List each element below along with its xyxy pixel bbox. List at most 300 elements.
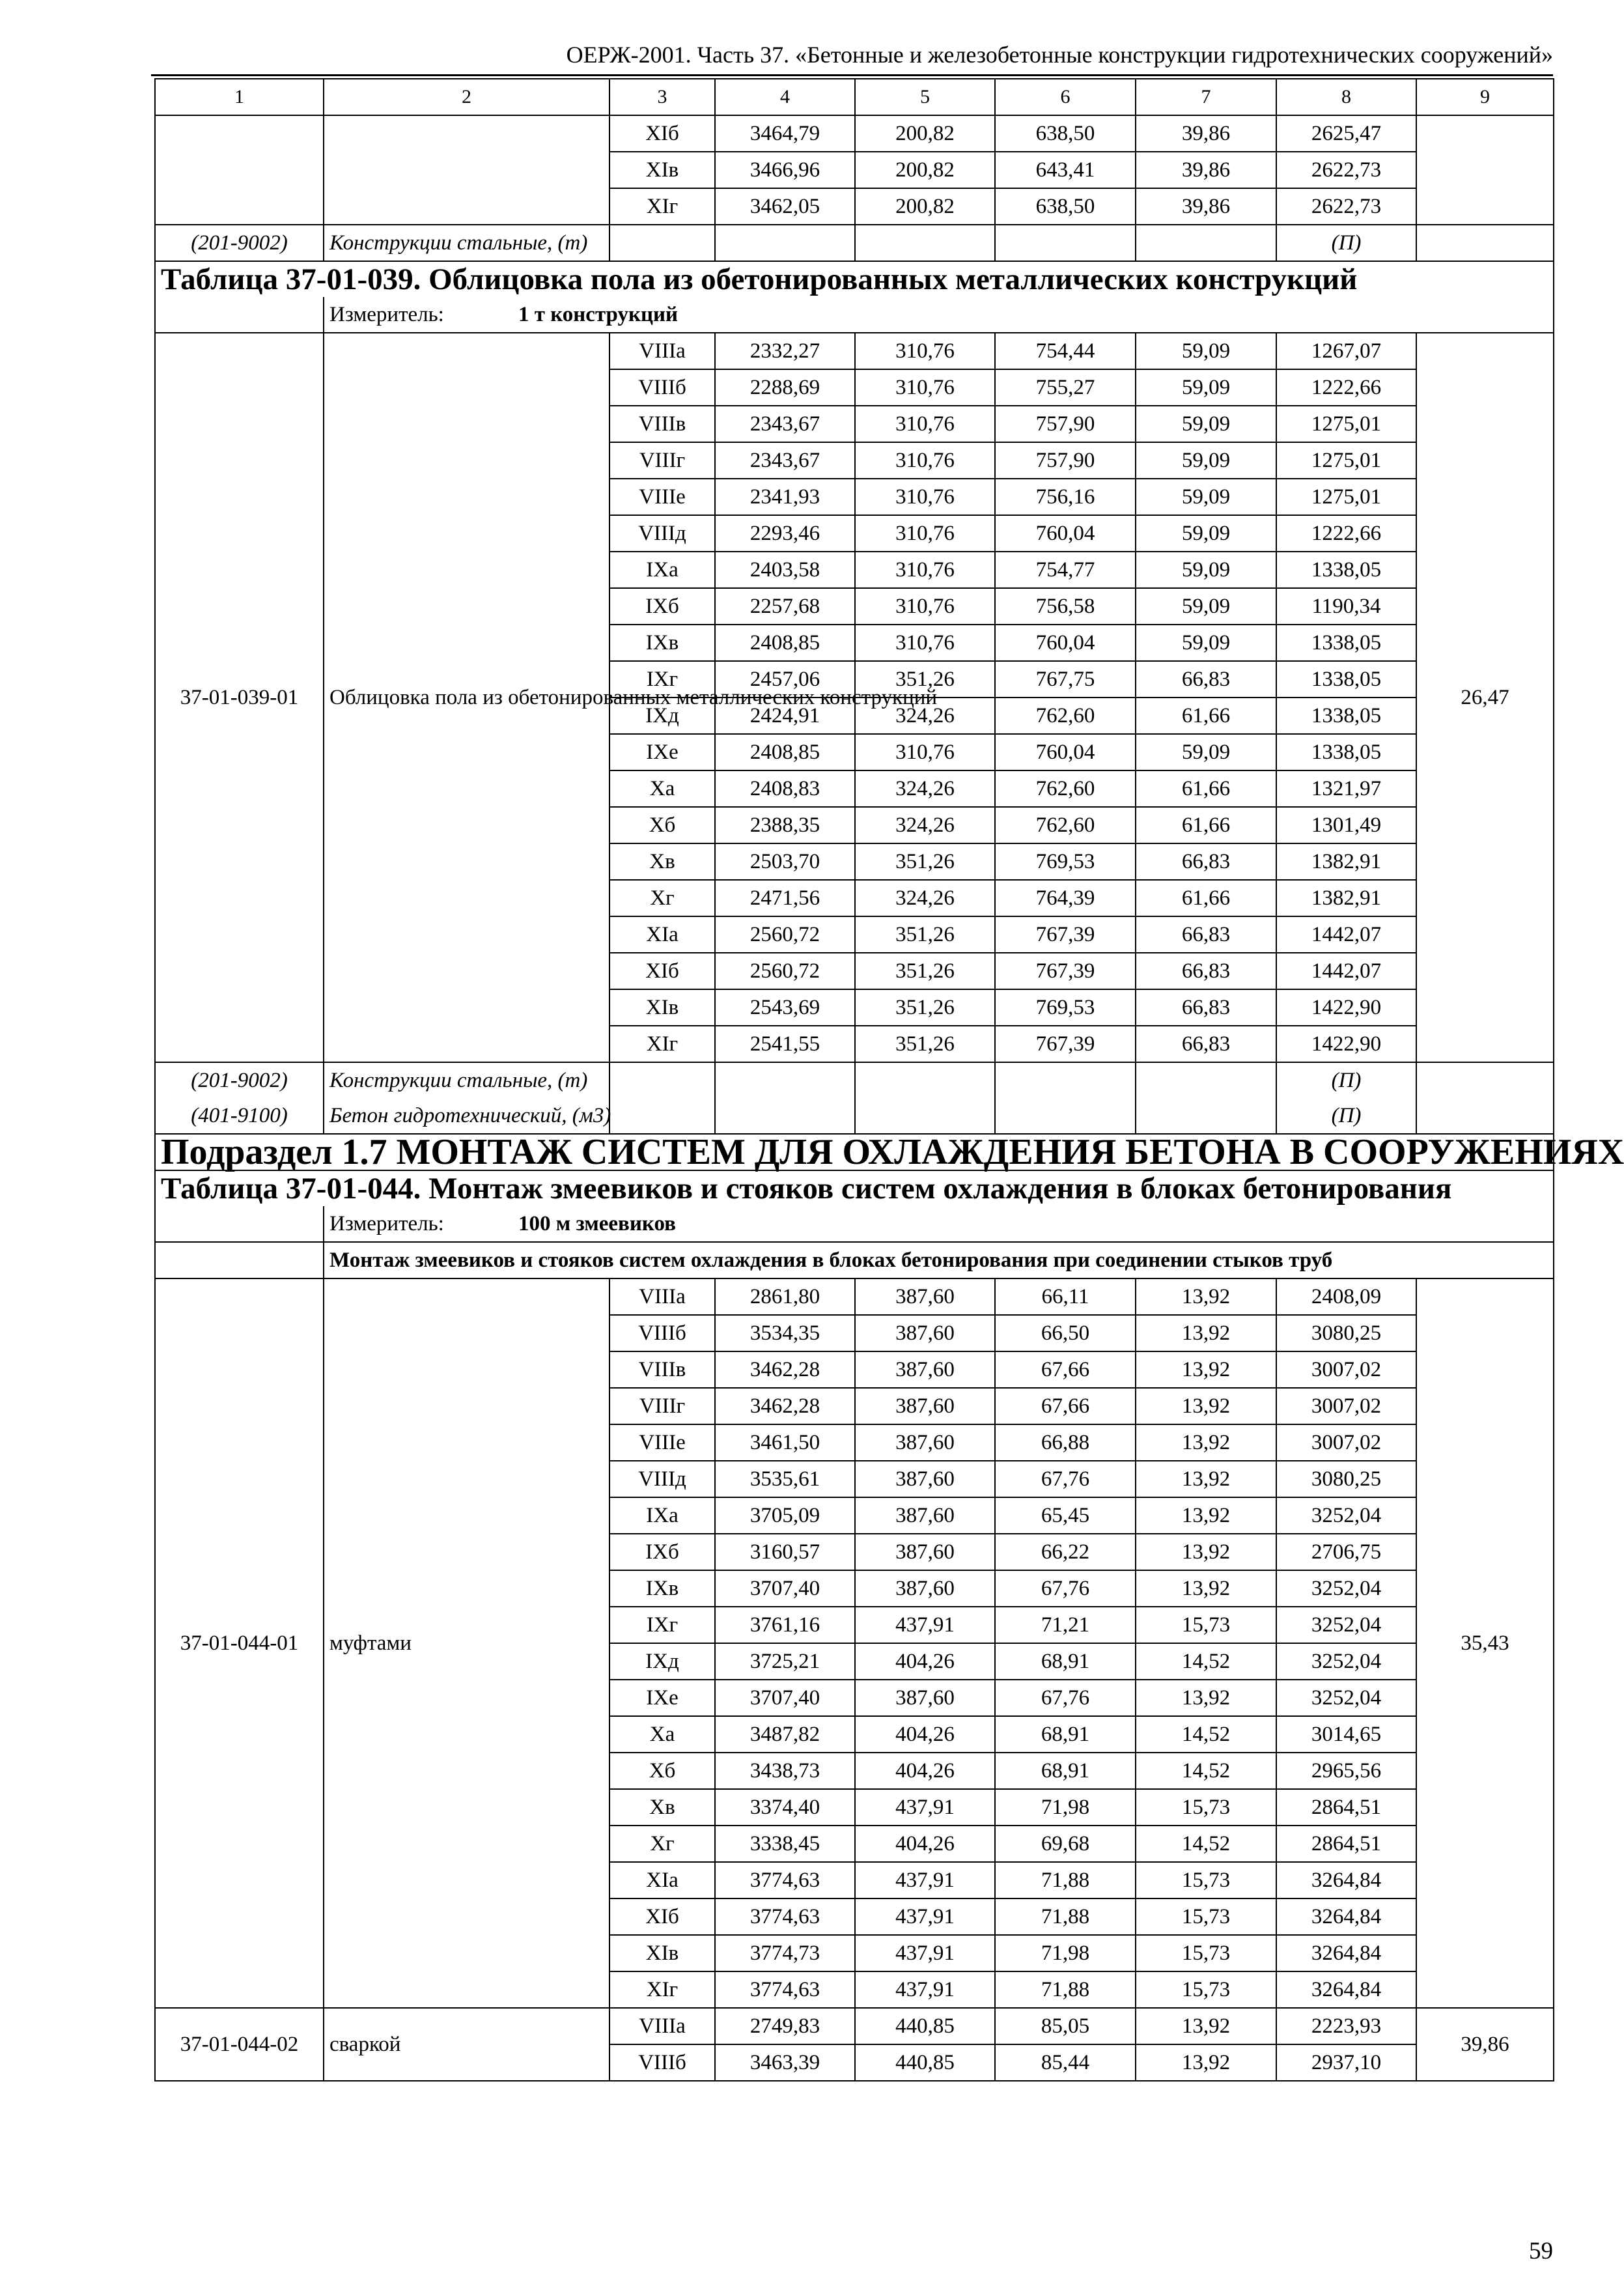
labor-cost-cell: 26,47 [1416, 333, 1554, 1062]
zone-cell: XIв [609, 1935, 715, 1971]
zone-cell: XIв [609, 989, 715, 1026]
value-cell: 638,50 [995, 188, 1136, 225]
value-cell: 2965,56 [1276, 1753, 1416, 1789]
zone-cell: XIв [609, 152, 715, 188]
rates-table [154, 78, 1624, 2081]
value-cell: 66,50 [995, 1315, 1136, 1351]
norm-code-cell [155, 115, 324, 225]
zone-cell: VIIIв [609, 406, 715, 442]
value-cell: 1275,01 [1276, 479, 1416, 515]
value-cell: 59,09 [1136, 515, 1276, 552]
empty-cell [715, 1062, 855, 1098]
table-row [155, 1278, 1554, 1315]
empty-cell [1416, 1062, 1554, 1098]
value-cell: 69,68 [995, 1826, 1136, 1862]
work-name-cell: Облицовка пола из обетонированных металлических конструкций [324, 333, 609, 1062]
value-cell: 764,39 [995, 880, 1136, 916]
value-cell: 2749,83 [715, 2008, 855, 2044]
value-cell: 13,92 [1136, 1351, 1276, 1388]
zone-cell: IXе [609, 1680, 715, 1716]
subheading-row [155, 1242, 1554, 1278]
zone-cell: IXв [609, 625, 715, 661]
page-number: 59 [1529, 2238, 1553, 2265]
value-cell: 3534,35 [715, 1315, 855, 1351]
column-number: 9 [1416, 79, 1554, 115]
value-cell: 59,09 [1136, 625, 1276, 661]
value-cell: 404,26 [855, 1643, 995, 1680]
value-cell: 387,60 [855, 1570, 995, 1607]
value-cell: 2471,56 [715, 880, 855, 916]
unit-row [155, 297, 1554, 333]
value-cell: 1422,90 [1276, 1026, 1416, 1062]
column-number: 8 [1276, 79, 1416, 115]
table-title-row [155, 1170, 1554, 1206]
value-cell: 1338,05 [1276, 552, 1416, 588]
zone-cell: Xа [609, 1716, 715, 1753]
value-cell: 351,26 [855, 953, 995, 989]
value-cell: 15,73 [1136, 1607, 1276, 1643]
zone-cell: XIа [609, 916, 715, 953]
value-cell: 61,66 [1136, 698, 1276, 734]
value-cell: 3252,04 [1276, 1497, 1416, 1534]
value-cell: 15,73 [1136, 1862, 1276, 1898]
value-cell: 310,76 [855, 588, 995, 625]
labor-cost-cell: 35,43 [1416, 1278, 1554, 2008]
unit-value: 100 м змеевиков [518, 1212, 676, 1235]
value-cell: 15,73 [1136, 1935, 1276, 1971]
value-cell: 767,39 [995, 1026, 1136, 1062]
value-cell: 71,98 [995, 1935, 1136, 1971]
value-cell: 2257,68 [715, 588, 855, 625]
value-cell: 387,60 [855, 1351, 995, 1388]
zone-cell: Xг [609, 1826, 715, 1862]
value-cell: 13,92 [1136, 1534, 1276, 1570]
value-cell: 2293,46 [715, 515, 855, 552]
value-cell: 767,39 [995, 953, 1136, 989]
value-cell: 65,45 [995, 1497, 1136, 1534]
value-cell: 387,60 [855, 1315, 995, 1351]
table-row [155, 115, 1554, 152]
value-cell: 310,76 [855, 479, 995, 515]
value-cell: 71,21 [995, 1607, 1136, 1643]
resource-row [155, 1098, 1554, 1134]
value-cell: 310,76 [855, 734, 995, 770]
zone-cell: IXа [609, 552, 715, 588]
value-cell: 39,86 [1136, 188, 1276, 225]
value-cell: 351,26 [855, 661, 995, 698]
zone-cell: VIIIд [609, 515, 715, 552]
value-cell: 15,73 [1136, 1898, 1276, 1935]
empty-cell [1416, 225, 1554, 261]
zone-cell: VIIIг [609, 1388, 715, 1424]
value-cell: 1222,66 [1276, 369, 1416, 406]
value-cell: 2560,72 [715, 916, 855, 953]
value-cell: 13,92 [1136, 1570, 1276, 1607]
table-title: Таблица 37-01-039. Облицовка пола из обетонированных металлических конструкций [155, 261, 1554, 297]
value-cell: 3466,96 [715, 152, 855, 188]
table-row [155, 333, 1554, 369]
value-cell: 3462,28 [715, 1388, 855, 1424]
column-number-row [155, 79, 1554, 115]
empty-cell [609, 225, 715, 261]
value-cell: 437,91 [855, 1789, 995, 1826]
value-cell: 2706,75 [1276, 1534, 1416, 1570]
zone-cell: VIIIа [609, 333, 715, 369]
value-cell: 3535,61 [715, 1461, 855, 1497]
value-cell: 756,58 [995, 588, 1136, 625]
value-cell: 1190,34 [1276, 588, 1416, 625]
value-cell: 754,44 [995, 333, 1136, 369]
zone-cell: VIIIа [609, 1278, 715, 1315]
value-cell: 324,26 [855, 807, 995, 843]
value-cell: 59,09 [1136, 406, 1276, 442]
value-cell: 310,76 [855, 625, 995, 661]
value-cell: 404,26 [855, 1753, 995, 1789]
resource-name: Бетон гидротехнический, (м3) [324, 1098, 609, 1134]
value-cell: 13,92 [1136, 1680, 1276, 1716]
value-cell: 324,26 [855, 770, 995, 807]
zone-cell: VIIIг [609, 442, 715, 479]
value-cell: 61,66 [1136, 807, 1276, 843]
value-cell: 1301,49 [1276, 807, 1416, 843]
empty-cell [609, 1098, 715, 1134]
value-cell: 2541,55 [715, 1026, 855, 1062]
value-cell: 3774,63 [715, 1862, 855, 1898]
zone-cell: XIб [609, 1898, 715, 1935]
zone-cell: IXе [609, 734, 715, 770]
empty-cell [155, 297, 324, 333]
value-cell: 3264,84 [1276, 1971, 1416, 2008]
value-cell: 39,86 [1136, 152, 1276, 188]
value-cell: 1338,05 [1276, 698, 1416, 734]
zone-cell: Xв [609, 843, 715, 880]
zone-cell: VIIIб [609, 1315, 715, 1351]
value-cell: 387,60 [855, 1497, 995, 1534]
value-cell: 2625,47 [1276, 115, 1416, 152]
empty-cell [155, 1242, 324, 1278]
zone-cell: VIIIа [609, 2008, 715, 2044]
value-cell: 440,85 [855, 2044, 995, 2081]
value-cell: 59,09 [1136, 734, 1276, 770]
value-cell: 14,52 [1136, 1753, 1276, 1789]
value-cell: 3374,40 [715, 1789, 855, 1826]
resource-name: Конструкции стальные, (т) [324, 225, 609, 261]
value-cell: 39,86 [1136, 115, 1276, 152]
value-cell: 769,53 [995, 843, 1136, 880]
value-cell: 351,26 [855, 989, 995, 1026]
value-cell: 15,73 [1136, 1789, 1276, 1826]
zone-cell: IXа [609, 1497, 715, 1534]
zone-cell: Xв [609, 1789, 715, 1826]
running-header: ОЕРЖ-2001. Часть 37. «Бетонные и железобетонные конструкции гидротехнических сооружений» [566, 42, 1553, 68]
value-cell: 2332,27 [715, 333, 855, 369]
value-cell: 387,60 [855, 1278, 995, 1315]
value-cell: 769,53 [995, 989, 1136, 1026]
labor-cost-cell: 39,86 [1416, 2008, 1554, 2081]
rates-table-body [155, 79, 1624, 2081]
resource-code: (201-9002) [155, 225, 324, 261]
value-cell: 3707,40 [715, 1570, 855, 1607]
value-cell: 1442,07 [1276, 953, 1416, 989]
value-cell: 13,92 [1136, 1278, 1276, 1315]
empty-cell [715, 1098, 855, 1134]
value-cell: 3463,39 [715, 2044, 855, 2081]
value-cell: 2560,72 [715, 953, 855, 989]
value-cell: 2861,80 [715, 1278, 855, 1315]
value-cell: 3080,25 [1276, 1315, 1416, 1351]
zone-cell: VIIIд [609, 1461, 715, 1497]
table-title: Таблица 37-01-044. Монтаж змеевиков и стояков систем охлаждения в блоках бетонирования [155, 1170, 1554, 1206]
value-cell: 59,09 [1136, 479, 1276, 515]
value-cell: 351,26 [855, 916, 995, 953]
value-cell: 387,60 [855, 1461, 995, 1497]
value-cell: 2408,09 [1276, 1278, 1416, 1315]
resource-class: (П) [1276, 1098, 1416, 1134]
value-cell: 760,04 [995, 734, 1136, 770]
value-cell: 404,26 [855, 1716, 995, 1753]
zone-cell: VIIIб [609, 369, 715, 406]
zone-cell: VIIIе [609, 479, 715, 515]
value-cell: 2343,67 [715, 442, 855, 479]
value-cell: 762,60 [995, 698, 1136, 734]
value-cell: 643,41 [995, 152, 1136, 188]
unit-row [155, 1206, 1554, 1242]
value-cell: 3264,84 [1276, 1862, 1416, 1898]
value-cell: 1338,05 [1276, 625, 1416, 661]
value-cell: 3252,04 [1276, 1607, 1416, 1643]
empty-cell [855, 1098, 995, 1134]
value-cell: 437,91 [855, 1935, 995, 1971]
empty-cell [995, 225, 1136, 261]
value-cell: 437,91 [855, 1862, 995, 1898]
value-cell: 2408,83 [715, 770, 855, 807]
value-cell: 1275,01 [1276, 442, 1416, 479]
value-cell: 66,22 [995, 1534, 1136, 1570]
value-cell: 68,91 [995, 1716, 1136, 1753]
value-cell: 1267,07 [1276, 333, 1416, 369]
value-cell: 200,82 [855, 152, 995, 188]
value-cell: 638,50 [995, 115, 1136, 152]
value-cell: 767,75 [995, 661, 1136, 698]
resource-code: (201-9002) [155, 1062, 324, 1098]
value-cell: 1442,07 [1276, 916, 1416, 953]
value-cell: 387,60 [855, 1534, 995, 1570]
value-cell: 3774,63 [715, 1898, 855, 1935]
value-cell: 3487,82 [715, 1716, 855, 1753]
value-cell: 3462,05 [715, 188, 855, 225]
value-cell: 1382,91 [1276, 843, 1416, 880]
value-cell: 437,91 [855, 1898, 995, 1935]
value-cell: 757,90 [995, 442, 1136, 479]
value-cell: 200,82 [855, 188, 995, 225]
zone-cell: XIб [609, 953, 715, 989]
value-cell: 1338,05 [1276, 734, 1416, 770]
work-name-cell: муфтами [324, 1278, 609, 2008]
value-cell: 13,92 [1136, 1424, 1276, 1461]
value-cell: 3438,73 [715, 1753, 855, 1789]
value-cell: 3462,28 [715, 1351, 855, 1388]
value-cell: 310,76 [855, 552, 995, 588]
zone-cell: XIг [609, 1026, 715, 1062]
empty-cell [715, 225, 855, 261]
value-cell: 3774,73 [715, 1935, 855, 1971]
value-cell: 440,85 [855, 2008, 995, 2044]
empty-cell [995, 1098, 1136, 1134]
zone-cell: Xа [609, 770, 715, 807]
value-cell: 85,05 [995, 2008, 1136, 2044]
value-cell: 2288,69 [715, 369, 855, 406]
unit-value: 1 т конструкций [518, 303, 679, 326]
value-cell: 59,09 [1136, 333, 1276, 369]
subsection-row [155, 1134, 1554, 1170]
unit-cell [324, 1206, 1554, 1242]
table-subheading: Монтаж змеевиков и стояков систем охлаждения в блоках бетонирования при соединении стыков труб [324, 1242, 1554, 1278]
resource-row [155, 225, 1554, 261]
norm-code-cell: 37-01-039-01 [155, 333, 324, 1062]
value-cell: 71,98 [995, 1789, 1136, 1826]
value-cell: 2343,67 [715, 406, 855, 442]
value-cell: 2864,51 [1276, 1789, 1416, 1826]
value-cell: 3774,63 [715, 1971, 855, 2008]
value-cell: 762,60 [995, 807, 1136, 843]
zone-cell: XIа [609, 1862, 715, 1898]
value-cell: 3761,16 [715, 1607, 855, 1643]
value-cell: 2223,93 [1276, 2008, 1416, 2044]
value-cell: 2622,73 [1276, 188, 1416, 225]
value-cell: 13,92 [1136, 2044, 1276, 2081]
value-cell: 351,26 [855, 1026, 995, 1062]
value-cell: 67,66 [995, 1351, 1136, 1388]
header-rule [151, 74, 1553, 76]
zone-cell: Xг [609, 880, 715, 916]
value-cell: 756,16 [995, 479, 1136, 515]
value-cell: 2424,91 [715, 698, 855, 734]
value-cell: 66,83 [1136, 989, 1276, 1026]
value-cell: 85,44 [995, 2044, 1136, 2081]
value-cell: 404,26 [855, 1826, 995, 1862]
value-cell: 68,91 [995, 1643, 1136, 1680]
column-number: 1 [155, 79, 324, 115]
value-cell: 3338,45 [715, 1826, 855, 1862]
value-cell: 2341,93 [715, 479, 855, 515]
zone-cell: XIг [609, 1971, 715, 2008]
value-cell: 1422,90 [1276, 989, 1416, 1026]
value-cell: 66,88 [995, 1424, 1136, 1461]
value-cell: 310,76 [855, 369, 995, 406]
value-cell: 2622,73 [1276, 152, 1416, 188]
zone-cell: IXв [609, 1570, 715, 1607]
value-cell: 3707,40 [715, 1680, 855, 1716]
unit-label: Измеритель: [329, 1212, 444, 1235]
resource-class: (П) [1276, 1062, 1416, 1098]
empty-cell [609, 1062, 715, 1098]
value-cell: 1275,01 [1276, 406, 1416, 442]
value-cell: 13,92 [1136, 1461, 1276, 1497]
column-number: 5 [855, 79, 995, 115]
value-cell: 200,82 [855, 115, 995, 152]
zone-cell: IXб [609, 588, 715, 625]
value-cell: 13,92 [1136, 1497, 1276, 1534]
column-number: 3 [609, 79, 715, 115]
value-cell: 387,60 [855, 1680, 995, 1716]
value-cell: 15,73 [1136, 1971, 1276, 2008]
value-cell: 310,76 [855, 406, 995, 442]
value-cell: 762,60 [995, 770, 1136, 807]
value-cell: 2388,35 [715, 807, 855, 843]
value-cell: 760,04 [995, 515, 1136, 552]
value-cell: 2457,06 [715, 661, 855, 698]
work-name-cell: сваркой [324, 2008, 609, 2081]
value-cell: 310,76 [855, 515, 995, 552]
value-cell: 1338,05 [1276, 661, 1416, 698]
value-cell: 13,92 [1136, 1315, 1276, 1351]
value-cell: 68,91 [995, 1753, 1136, 1789]
value-cell: 3252,04 [1276, 1570, 1416, 1607]
zone-cell: VIIIе [609, 1424, 715, 1461]
value-cell: 754,77 [995, 552, 1136, 588]
value-cell: 59,09 [1136, 552, 1276, 588]
work-name-cell [324, 115, 609, 225]
value-cell: 66,83 [1136, 661, 1276, 698]
empty-cell [1136, 225, 1276, 261]
value-cell: 760,04 [995, 625, 1136, 661]
value-cell: 67,76 [995, 1461, 1136, 1497]
norm-code-cell: 37-01-044-01 [155, 1278, 324, 2008]
value-cell: 757,90 [995, 406, 1136, 442]
resource-row [155, 1062, 1554, 1098]
value-cell: 61,66 [1136, 880, 1276, 916]
resource-class: (П) [1276, 225, 1416, 261]
value-cell: 66,11 [995, 1278, 1136, 1315]
value-cell: 3160,57 [715, 1534, 855, 1570]
zone-cell: Xб [609, 807, 715, 843]
empty-cell [155, 1206, 324, 1242]
value-cell: 437,91 [855, 1971, 995, 2008]
column-number: 6 [995, 79, 1136, 115]
resource-code: (401-9100) [155, 1098, 324, 1134]
value-cell: 67,76 [995, 1570, 1136, 1607]
value-cell: 61,66 [1136, 770, 1276, 807]
value-cell: 2403,58 [715, 552, 855, 588]
zone-cell: IXд [609, 1643, 715, 1680]
value-cell: 755,27 [995, 369, 1136, 406]
value-cell: 2937,10 [1276, 2044, 1416, 2081]
value-cell: 59,09 [1136, 588, 1276, 625]
zone-cell: IXд [609, 698, 715, 734]
value-cell: 14,52 [1136, 1716, 1276, 1753]
value-cell: 71,88 [995, 1898, 1136, 1935]
zone-cell: VIIIв [609, 1351, 715, 1388]
empty-cell [995, 1062, 1136, 1098]
value-cell: 1321,97 [1276, 770, 1416, 807]
value-cell: 66,83 [1136, 916, 1276, 953]
value-cell: 13,92 [1136, 2008, 1276, 2044]
value-cell: 3264,84 [1276, 1935, 1416, 1971]
value-cell: 3080,25 [1276, 1461, 1416, 1497]
value-cell: 351,26 [855, 843, 995, 880]
value-cell: 66,83 [1136, 843, 1276, 880]
zone-cell: XIб [609, 115, 715, 152]
empty-cell [1136, 1098, 1276, 1134]
column-number: 7 [1136, 79, 1276, 115]
value-cell: 3252,04 [1276, 1643, 1416, 1680]
value-cell: 310,76 [855, 333, 995, 369]
resource-name: Конструкции стальные, (т) [324, 1062, 609, 1098]
zone-cell: XIг [609, 188, 715, 225]
value-cell: 324,26 [855, 880, 995, 916]
value-cell: 1222,66 [1276, 515, 1416, 552]
value-cell: 3461,50 [715, 1424, 855, 1461]
